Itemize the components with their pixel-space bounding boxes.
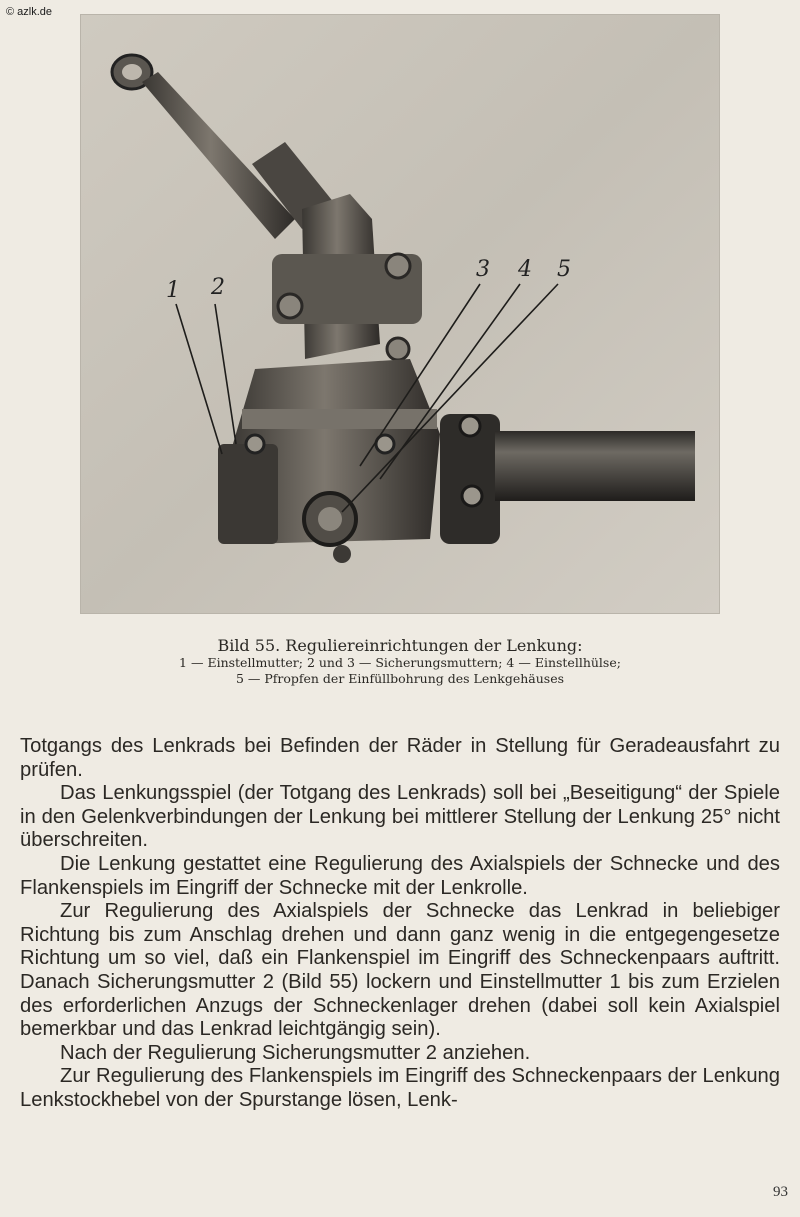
paragraph-5: Nach der Regulierung Sicherungsmutter 2 anziehen. xyxy=(60,1041,531,1064)
figure-caption xyxy=(90,636,710,687)
gear-housing xyxy=(218,359,440,563)
callout-2: 2 xyxy=(211,275,225,300)
callout-4: 4 xyxy=(518,257,532,282)
paragraph-3: Die Lenkung gestattet eine Regulierung des Axialspiels der Schnecke und des Flankenspiels im Eingriff der Schnecke mit der Lenkrolle. xyxy=(20,852,780,899)
steering-gear-photo xyxy=(80,14,720,614)
paragraph-6: Zur Regulierung des Flankenspiels im Eingriff des Schneckenpaars der Lenkung Lenkstockhebel von der Spurstange lösen, Lenk- xyxy=(20,1065,780,1111)
callout-1: 1 xyxy=(166,278,180,303)
paragraph-2: Das Lenkungsspiel (der Totgang des Lenkrads) soll bei „Beseitigung“ der Spiele in den Gelenkverbindungen der Lenkung bei mittlerer Stellung der Lenkung 25° nicht überschreiten. xyxy=(20,782,780,852)
callout-3: 3 xyxy=(476,257,490,282)
caption-title: Bild 55. Reguliereinrichtungen der Lenkung: xyxy=(217,636,583,655)
caption-legend-line-1: 1 — Einstellmutter; 2 und 3 — Sicherungsmuttern; 4 — Einstellhülse; xyxy=(179,655,621,670)
paragraph-4: Zur Regulierung des Axialspiels der Schnecke das Lenkrad in beliebiger Richtung bis zum Anschlag drehen und dann ganz wenig in die entgegengesetze Richtung um so viel, daß ein Flankenspiel im Eingriff des Schneckenpaars auftritt. Danach Sicherungsmutter 2 (Bild 55) lockern und Einstellmutter 1 bis zum Erzielen des erforderlichen Anzugs der Schneckenlager drehen (dabei soll kein Axialspiel bemerkbar und das Lenkrad leichtgängig sein). xyxy=(20,900,780,1041)
callout-5: 5 xyxy=(557,257,571,282)
watermark: © azlk.de xyxy=(6,6,53,18)
page-number: 93 xyxy=(773,1184,788,1200)
paragraph-1: Totgangs des Lenkrads bei Befinden der Räder in Stellung für Geradeausfahrt zu prüfen. xyxy=(20,735,780,781)
body-text xyxy=(20,735,780,1113)
caption-legend-line-2: 5 — Pfropfen der Einfüllbohrung des Lenkgehäuses xyxy=(235,671,565,686)
